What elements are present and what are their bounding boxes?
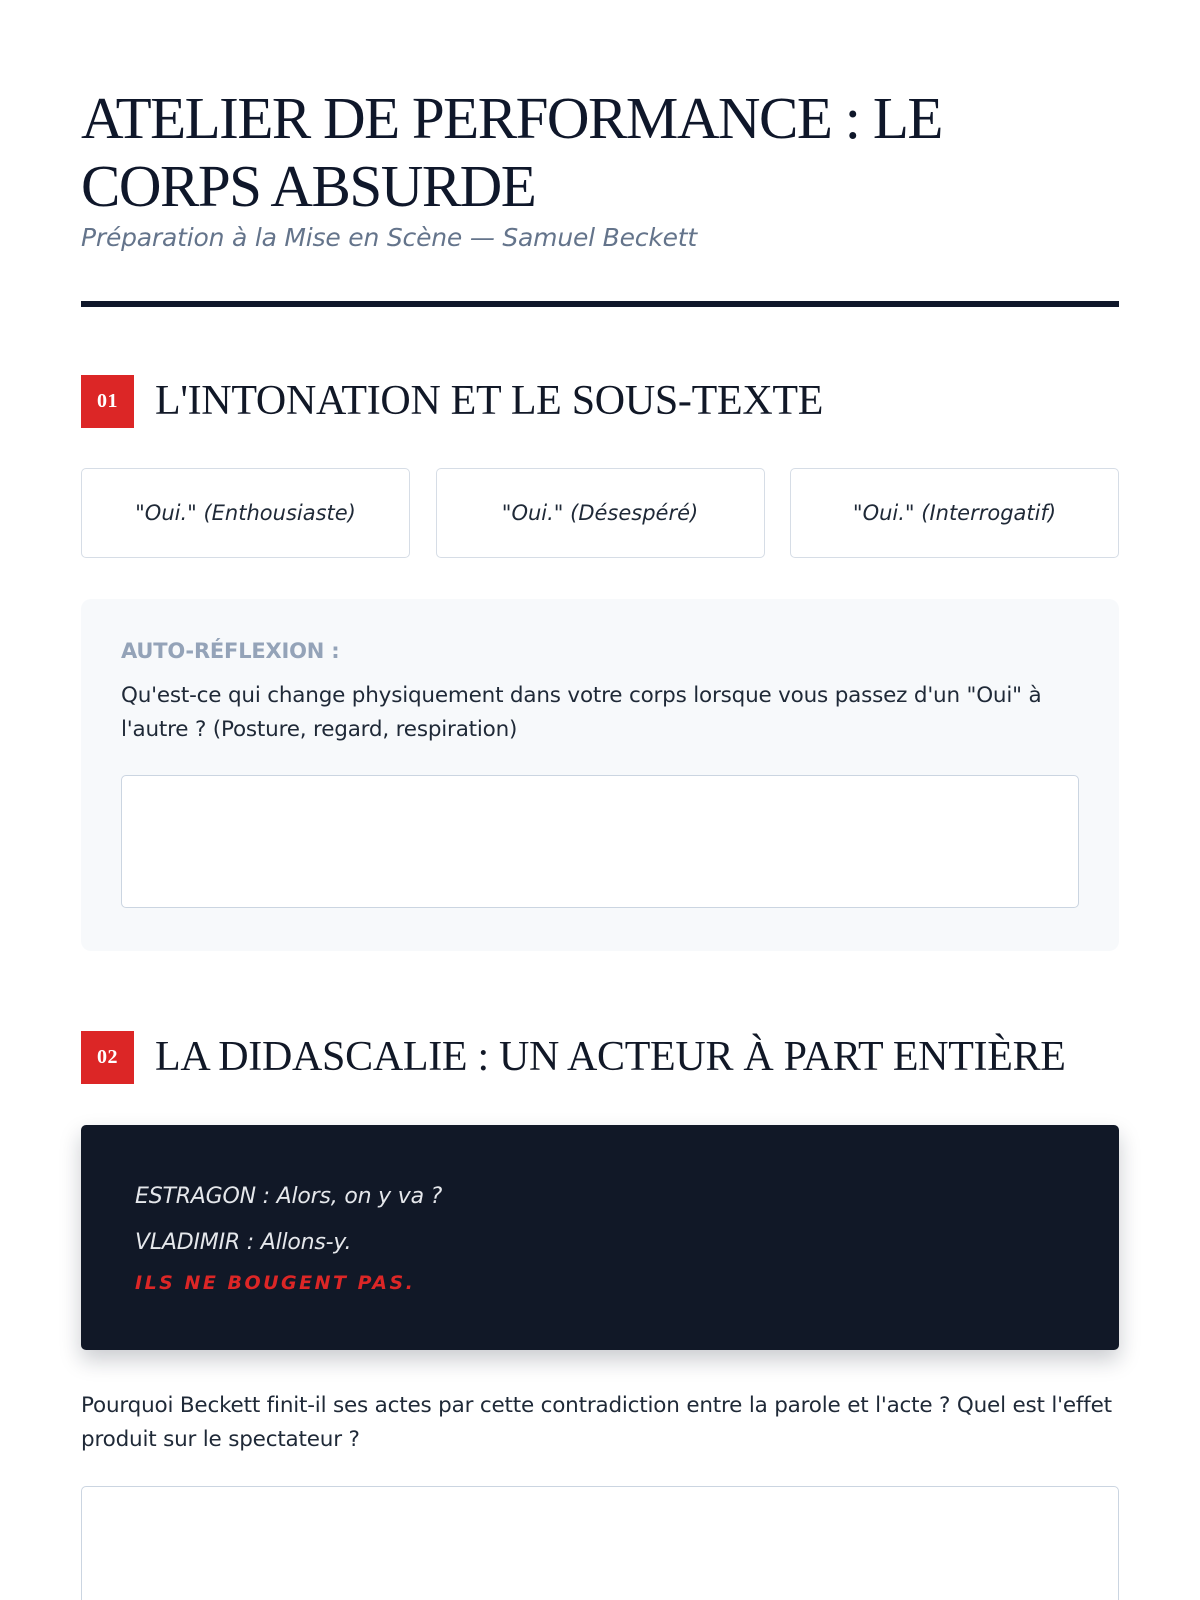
section-1-number-badge: 01 xyxy=(81,375,134,428)
section-2-answer-field[interactable] xyxy=(81,1486,1119,1600)
self-reflection-panel xyxy=(81,599,1119,951)
section-1-heading xyxy=(81,375,1119,428)
page-subtitle: Préparation à la Mise en Scène — Samuel Beckett xyxy=(81,223,697,252)
self-reflection-question: Qu'est-ce qui change physiquement dans votre corps lorsque vous passez d'un "Oui" à l'autre ? (Posture, regard, respiration) xyxy=(121,683,1042,742)
page-title: ATELIER DE PERFORMANCE : LE CORPS ABSURDE xyxy=(81,85,942,219)
section-2-number-badge: 02 xyxy=(81,1031,134,1084)
section-1-title: L'INTONATION ET LE SOUS-TEXTE xyxy=(155,378,824,424)
script-excerpt xyxy=(81,1125,1119,1350)
section-2-question: Pourquoi Beckett finit-il ses actes par cette contradiction entre la parole et l'acte ? Quel est l'effet produit sur le spectateur ? xyxy=(81,1393,1112,1452)
intonation-cards xyxy=(81,468,1119,558)
script-line-estragon: ESTRAGON : Alors, on y va ? xyxy=(135,1184,443,1209)
intonation-card-desespere[interactable]: "Oui." (Désespéré) xyxy=(436,468,765,558)
section-didascalie xyxy=(81,1031,1119,1600)
intonation-card-enthousiaste[interactable]: "Oui." (Enthousiaste) xyxy=(81,468,410,558)
self-reflection-label: AUTO-RÉFLEXION : xyxy=(121,639,340,663)
script-line-vladimir: VLADIMIR : Allons-y. xyxy=(135,1230,352,1255)
section-2-heading xyxy=(81,1031,1119,1084)
stage-direction: ILS NE BOUGENT PAS. xyxy=(135,1272,416,1294)
section-2-title: LA DIDASCALIE : UN ACTEUR À PART ENTIÈRE xyxy=(155,1034,1066,1080)
section-intonation xyxy=(81,375,1119,951)
page-header xyxy=(81,0,1119,307)
intonation-card-interrogatif[interactable]: "Oui." (Interrogatif) xyxy=(790,468,1119,558)
self-reflection-answer-field[interactable] xyxy=(121,775,1079,908)
header-divider xyxy=(81,301,1119,307)
